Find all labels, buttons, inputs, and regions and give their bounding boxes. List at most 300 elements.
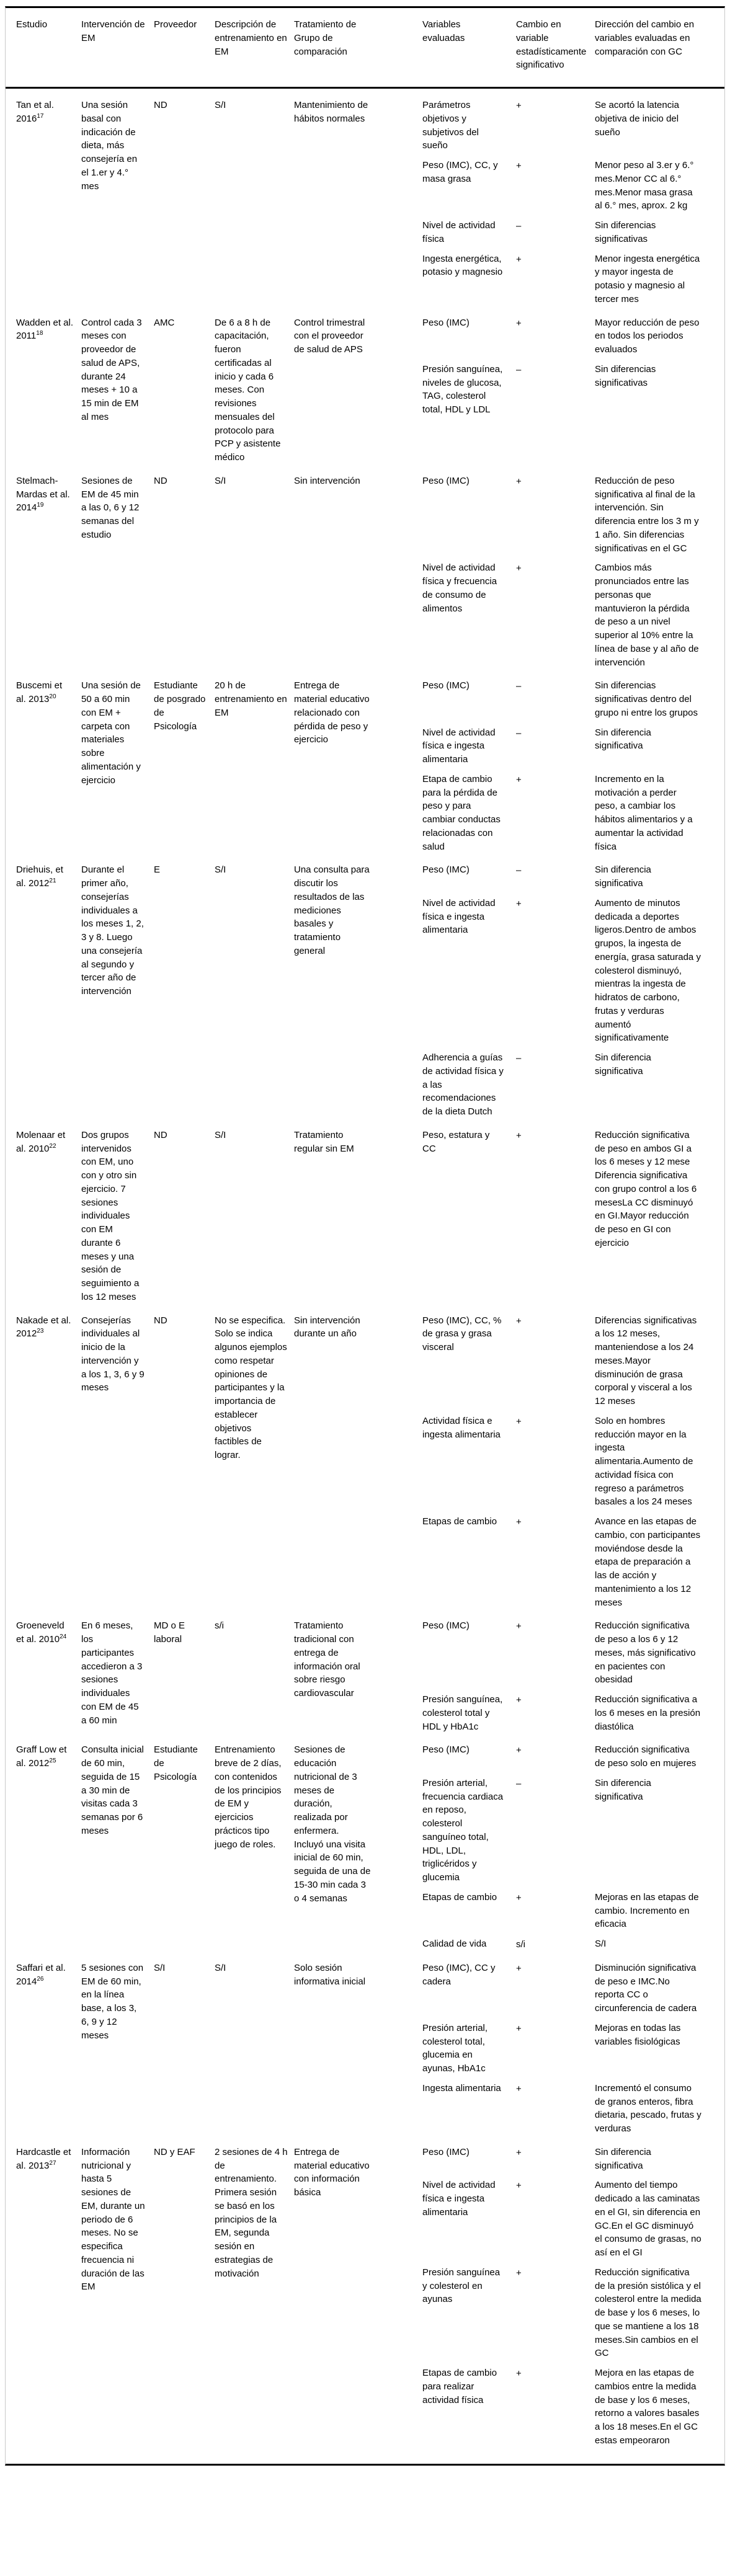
column-header-tratamiento [294,18,422,72]
variable-row [422,726,721,766]
training-text: S/I [215,100,226,110]
change-sign-cell [516,99,595,153]
direction-text: Disminución significativa de peso e IMC.No reporta CC o circunferencia de cadera [595,1962,697,2014]
variable-row [422,1891,721,1931]
variable-name: Etapa de cambio para la pérdida de peso y para cambiar conductas relacionadas con salud [422,773,501,852]
change-sign-cell [516,159,595,213]
variable-name: Peso (IMC) [422,1744,470,1756]
change-sign: + [516,1315,522,1326]
change-sign-cell [516,1314,595,1408]
change-sign: + [516,1621,522,1632]
variable-row [422,2266,721,2360]
change-sign: – [516,1053,522,1064]
variable-row [422,1515,721,1609]
variable-name: Peso (IMC) [422,680,470,691]
study-cell [16,1129,81,1304]
provider-text: ND [154,1129,167,1140]
study-row [6,863,724,1119]
comparison-text: Entrega de material educativo relacionado con pérdida de peso y ejercicio [294,680,370,745]
variable-row [422,1777,721,1885]
variable-row [422,474,721,556]
direction-cell [595,863,721,890]
provider-cell [154,474,215,670]
training-cell [215,1619,294,1733]
direction-text: Sin diferencias significativas [595,363,656,388]
change-sign: + [516,2180,522,2192]
study-ref: 18 [36,330,43,337]
change-sign: – [516,1778,522,1789]
variable-row [422,159,721,213]
study-ref: 27 [49,2159,56,2167]
direction-cell [595,1415,721,1509]
variable-name: Peso (IMC) [422,317,470,328]
change-sign-cell [516,1129,595,1250]
provider-text: AMC [154,317,175,328]
variable-name: Adherencia a guías de actividad física y a las recomendaciones de la dieta Dutch [422,1052,504,1117]
column-header-cambio [516,18,595,72]
direction-cell [595,2178,721,2260]
variable-row [422,561,721,669]
study-cell [16,2146,81,2448]
change-sign: + [516,254,522,265]
training-text: Entrenamiento breve de 2 días, con contenidos de los principios de EM y ejercicios prácticos tipo juego de roles. [215,1744,282,1850]
variable-cell [422,561,516,669]
variable-name: Nivel de actividad física e ingesta alimentaria [422,2180,496,2218]
provider-cell [154,863,215,1119]
direction-text: Sin diferencia significativa [595,727,651,752]
study-cell [16,1619,81,1733]
provider-cell [154,2146,215,2448]
study-row [6,2146,724,2448]
direction-cell [595,1937,721,1952]
change-sign-cell [516,1777,595,1885]
variable-row [422,1961,721,2015]
study-row [6,316,724,464]
variable-name: Parámetros objetivos y subjetivos del sueño [422,100,479,151]
change-sign-cell [516,1051,595,1119]
direction-text: Aumento de minutos dedicada a deportes ligeros.Dentro de ambos grupos, la ingesta de energía, grasa saturada y colesterol disminuyó, mientras la ingesta de hidratos de carbono, frutas y verduras aumentó significativamente [595,897,701,1044]
variable-name: Peso (IMC), CC y cadera [422,1962,496,1987]
change-sign-cell [516,1961,595,2015]
training-text: S/I [215,1962,226,1973]
column-header-label: Descripción de entrenamiento en EM [215,19,287,57]
direction-text: Mayor reducción de peso en todos los periodos evaluados [595,317,700,355]
variables-block [422,99,721,306]
variable-name: Peso (IMC) [422,2146,470,2157]
variable-row [422,2366,721,2448]
intervention-cell [81,474,154,670]
provider-text: Estudiante de posgrado de Psicología [154,680,206,732]
variable-row [422,252,721,306]
training-text: No se especifica. Solo se indica algunos ejemplos como respetar opiniones de participantes y la importancia de establecer objetivos factibles de lograr. [215,1315,287,1460]
variables-block [422,1743,721,1952]
intervention-text: Una sesión de 50 a 60 min con EM + carpeta con materiales sobre alimentación y ejercicio [81,680,141,786]
direction-cell [595,679,721,719]
study-row [6,474,724,670]
variable-cell [422,863,516,890]
change-sign-cell [516,219,595,246]
variable-row [422,99,721,153]
intervention-text: Consulta inicial de 60 min, seguida de 15 a 30 min de visitas cada 3 semanas por 6 meses [81,1744,144,1836]
variable-name: Nivel de actividad física e ingesta alimentaria [422,897,496,936]
study-cell [16,863,81,1119]
direction-cell [595,2266,721,2360]
direction-text: Aumento del tiempo dedicado a las caminatas en el GI, sin diferencia en GC.En el GC disminuyó el consumo de grasas, no así en el GI [595,2180,701,2258]
change-sign-cell [516,1937,595,1952]
direction-cell [595,1619,721,1687]
change-sign: + [516,476,522,487]
variable-row [422,2082,721,2136]
study-name: Groeneveld et al. 2010$^{24}$ [16,1620,67,1645]
study-row [6,1619,724,1733]
variable-row [422,1129,721,1250]
change-sign: + [516,1695,522,1705]
variable-cell [422,99,516,153]
variable-row [422,2146,721,2173]
study-cell [16,99,81,306]
variable-cell [422,773,516,854]
variable-row [422,773,721,854]
change-sign: + [516,1963,522,1974]
study-cell [16,316,81,464]
direction-text: Sin diferencia significativa [595,2146,651,2171]
intervention-cell [81,99,154,306]
direction-text: Sin diferencia significativa [595,1052,651,1077]
direction-cell [595,1515,721,1609]
study-name: Wadden et al. 2011$^{18}$ [16,317,73,342]
comparison-cell [294,2146,422,2448]
comparison-text: Una consulta para discutir los resultados de las mediciones basales y tratamiento general [294,864,370,956]
provider-text: ND [154,475,167,486]
intervention-cell [81,679,154,853]
variable-cell [422,2082,516,2136]
change-sign: s/i [516,1939,525,1950]
variable-name: Presión arterial, colesterol total, glucemia en ayunas, HbA1c [422,2022,488,2074]
direction-cell [595,897,721,1045]
training-cell [215,1314,294,1610]
study-ref: 20 [49,693,56,700]
study-name: Saffari et al. 2014$^{26}$ [16,1962,66,1987]
comparison-text: Sin intervención durante un año [294,1315,360,1339]
variables-block [422,2146,721,2448]
column-header-label: Intervención de EM [81,19,145,43]
variable-cell [422,2178,516,2260]
comparison-cell [294,99,422,306]
intervention-cell [81,1961,154,2136]
variable-cell [422,2266,516,2360]
variable-row [422,1051,721,1119]
variable-cell [422,1937,516,1952]
variable-name: Peso (IMC) [422,864,470,876]
direction-text: Diferencias significativas a los 12 meses, manteniendose a los 24 meses.Mayor disminución de grasa corporal y visceral a los 12 meses [595,1315,697,1406]
direction-cell [595,1129,721,1250]
change-sign-cell [516,1415,595,1509]
direction-cell [595,726,721,766]
comparison-cell [294,863,422,1119]
intervention-cell [81,1129,154,1304]
variables-block [422,679,721,853]
change-sign-cell [516,474,595,556]
direction-cell [595,363,721,417]
direction-cell [595,219,721,246]
variable-name: Peso (IMC), CC, y masa grasa [422,160,498,184]
study-cell [16,679,81,853]
comparison-text: Control trimestral con el proveedor de salud de APS [294,317,365,355]
intervention-cell [81,1743,154,1952]
direction-text: Reducción significativa de peso solo en mujeres [595,1744,697,1769]
change-sign-cell [516,1743,595,1770]
change-sign-cell [516,2082,595,2136]
variable-cell [422,363,516,417]
variable-row [422,679,721,719]
direction-cell [595,2082,721,2136]
variable-cell [422,1515,516,1609]
variable-row [422,219,721,246]
direction-text: Mejora en las etapas de cambios entre la medida de base y los 6 meses, retorno a valores basales a los 18 meses.En el GC estas empeoraron [595,2368,700,2446]
provider-text: S/I [154,1962,166,1973]
training-text: S/I [215,1129,226,1140]
study-row [6,679,724,853]
variables-block [422,863,721,1119]
column-header-intervencion [81,18,154,72]
training-cell [215,99,294,306]
provider-text: ND [154,1315,167,1326]
variable-row [422,1314,721,1408]
study-cell [16,474,81,670]
intervention-cell [81,316,154,464]
study-name: Tan et al. 2016$^{17}$ [16,100,54,124]
variable-row [422,2022,721,2076]
intervention-text: Durante el primer año, consejerías individuales a los meses 1, 2, 3 y 8. Luego una consejería al segundo y tercer año de intervención [81,864,144,997]
intervention-cell [81,863,154,1119]
direction-text: Avance en las etapas de cambio, con participantes moviéndose desde la etapa de preparación a las de acción y mantenimiento a los 12 meses [595,1516,701,1608]
study-cell [16,1314,81,1610]
direction-text: Incremento en la motivación a perder peso, a cambiar los hábitos alimentarios y a aumentar la actividad física [595,773,693,852]
study-row [6,1129,724,1304]
variable-name: Peso, estatura y CC [422,1129,490,1154]
variable-name: Nivel de actividad física [422,220,496,244]
intervention-text: Información nutricional y hasta 5 sesiones de EM, durante un periodo de 6 meses. No se especifica frecuencia ni duración de las EM [81,2146,145,2293]
study-row [6,1743,724,1952]
column-header-proveedor [154,18,215,72]
column-header-variables [422,18,516,72]
variable-name: Presión arterial, frecuencia cardiaca en reposo, colesterol sanguíneo total, HDL, LDL, triglicéridos y glucemia [422,1777,504,1883]
study-name: Graff Low et al. 2012$^{25}$ [16,1744,67,1769]
change-sign: – [516,364,522,375]
direction-text: Incrementó el consumo de granos enteros, fibra dietaria, pescado, frutas y verduras [595,2082,701,2134]
column-header-descripcion [215,18,294,72]
study-name: Buscemi et al. 2013$^{20}$ [16,680,63,704]
variable-cell [422,1415,516,1509]
change-sign: + [516,2023,522,2034]
direction-cell [595,474,721,556]
change-sign-cell [516,1693,595,1733]
direction-cell [595,2366,721,2448]
variable-row [422,1619,721,1687]
study-ref: 19 [37,502,44,509]
direction-text: Cambios más pronunciados entre las personas que mantuvieron la pérdida de peso a un nivel superior al 10% entre la línea de base y al año de intervención [595,562,699,668]
study-ref: 26 [37,1975,44,1983]
variable-row [422,1743,721,1770]
comparison-cell [294,1619,422,1733]
study-name: Molenaar et al. 2010$^{22}$ [16,1129,66,1154]
study-cell [16,1961,81,2136]
variable-cell [422,1743,516,1770]
column-header-label: Dirección del cambio en variables evaluadas en comparación con GC [595,19,695,57]
provider-text: ND [154,100,167,110]
change-sign: + [516,2368,522,2379]
training-text: De 6 a 8 h de capacitación, fueron certificadas al inicio y cada 6 meses. Con revisiones mensuales del protocolo para PCP y asistente médico [215,317,281,463]
variable-name: Presión sanguínea, colesterol total y HDL y HbA1c [422,1694,503,1732]
provider-cell [154,1961,215,2136]
direction-text: Menor peso al 3.er y 6.° mes.Menor CC al 6.° mes.Menor masa grasa al 6.° mes, aprox. 2 kg [595,160,694,211]
training-cell [215,316,294,464]
variable-name: Etapas de cambio para realizar actividad física [422,2368,497,2405]
change-sign: + [516,774,522,785]
variable-cell [422,897,516,1045]
variables-block [422,1129,721,1304]
training-text: S/I [215,864,226,876]
column-header-estudio [16,18,81,72]
change-sign-cell [516,252,595,306]
training-cell [215,474,294,670]
change-sign: + [516,898,522,909]
direction-text: Sin diferencia significativa [595,1777,651,1802]
change-sign-cell [516,2366,595,2448]
variable-cell [422,1314,516,1408]
change-sign-cell [516,2178,595,2260]
study-ref: 22 [49,1142,56,1150]
variable-name: Etapas de cambio [422,1516,497,1527]
provider-cell [154,1129,215,1304]
variable-cell [422,1129,516,1250]
direction-cell [595,252,721,306]
intervention-text: 5 sesiones con EM de 60 min, en la línea base, a los 3, 6, 9 y 12 meses [81,1962,144,2041]
direction-cell [595,1743,721,1770]
variable-cell [422,679,516,719]
variables-block [422,1619,721,1733]
change-sign-cell [516,2022,595,2076]
direction-text: S/I [595,1939,607,1949]
variable-cell [422,474,516,556]
training-cell [215,1743,294,1952]
study-ref: 24 [60,1633,67,1640]
change-sign-cell [516,1515,595,1609]
intervention-text: Consejerías individuales al inicio de la intervención y a los 1, 3, 6 y 9 meses [81,1315,145,1393]
variable-cell [422,1619,516,1687]
variable-name: Actividad física e ingesta alimentaria [422,1415,501,1440]
study-name: Driehuis, et al. 2012$^{21}$ [16,864,63,889]
variable-row [422,316,721,357]
provider-cell [154,99,215,306]
provider-cell [154,1743,215,1952]
comparison-text: Entrega de material educativo con información básica [294,2146,370,2198]
direction-text: Mejoras en las etapas de cambio. Incremento en eficacia [595,1891,699,1930]
variable-name: Nivel de actividad física y frecuencia de consumo de alimentos [422,562,497,614]
variables-block [422,316,721,464]
direction-cell [595,1961,721,2015]
column-header-label: Cambio en variable estadísticamente significativo [516,19,587,71]
change-sign: – [516,221,522,231]
comparison-text: Mantenimiento de hábitos normales [294,100,368,124]
change-sign-cell [516,1619,595,1687]
direction-cell [595,1693,721,1733]
direction-cell [595,1314,721,1408]
variable-cell [422,2022,516,2076]
variable-cell [422,316,516,357]
change-sign-cell [516,561,595,669]
intervention-text: Sesiones de EM de 45 min a las 0, 6 y 12 semanas del estudio [81,475,140,540]
training-cell [215,679,294,853]
change-sign: – [516,865,522,876]
direction-text: Sin diferencia significativa [595,864,651,889]
variable-name: Ingesta energética, potasio y magnesio [422,253,503,278]
study-ref: 17 [37,112,44,120]
variable-name: Peso (IMC), CC, % de grasa y grasa visceral [422,1315,502,1352]
study-row [6,1961,724,2136]
variable-row [422,897,721,1045]
change-sign: – [516,681,522,692]
change-sign: + [516,318,522,329]
direction-text: Reducción significativa a los 6 meses en la presión diastólica [595,1694,701,1732]
training-text: 20 h de entrenamiento en EM [215,680,287,718]
change-sign: + [516,1745,522,1756]
comparison-text: Solo sesión informativa inicial [294,1962,366,1987]
change-sign-cell [516,726,595,766]
change-sign-cell [516,773,595,854]
comparison-cell [294,1961,422,2136]
provider-cell [154,679,215,853]
direction-text: Mejoras en todas las variables fisiológicas [595,2022,681,2047]
change-sign: – [516,727,522,739]
direction-cell [595,2022,721,2076]
change-sign: + [516,2083,522,2094]
training-text: S/I [215,475,226,486]
change-sign-cell [516,2266,595,2360]
column-header-label: Estudio [16,19,48,30]
study-name: Hardcastle et al. 2013$^{27}$ [16,2146,71,2171]
direction-cell [595,2146,721,2173]
training-cell [215,2146,294,2448]
change-sign-cell [516,1891,595,1931]
comparison-cell [294,1743,422,1952]
provider-text: Estudiante de Psicología [154,1744,198,1782]
variable-name: Peso (IMC) [422,475,470,486]
direction-text: Reducción de peso significativa al final de la intervención. Sin diferencia entre los 3 m y 1 año. Sin diferencias significativas en el GC [595,475,699,554]
variable-cell [422,1777,516,1885]
variable-cell [422,2366,516,2448]
training-cell [215,1129,294,1304]
variable-cell [422,726,516,766]
variable-cell [422,1891,516,1931]
provider-cell [154,1619,215,1733]
study-ref: 21 [49,877,56,884]
variable-row [422,1693,721,1733]
variable-row [422,1415,721,1509]
variable-row [422,2178,721,2260]
direction-text: Reducción significativa de peso a los 6 y 12 meses, más significativo en pacientes con obesidad [595,1620,696,1686]
comparison-text: Tratamiento regular sin EM [294,1129,354,1154]
intervention-cell [81,1314,154,1610]
direction-text: Sin diferencias significativas dentro del grupo ni entre los grupos [595,680,698,718]
direction-text: Menor ingesta energética y mayor ingesta de potasio y magnesio al tercer mes [595,253,700,304]
study-name: Nakade et al. 2012$^{23}$ [16,1315,71,1339]
intervention-cell [81,2146,154,2448]
change-sign: + [516,161,522,171]
direction-text: Reducción significativa de la presión sistólica y el colesterol entre la medida de base y los 6 meses, lo que se mantiene a los 18 meses.Sin cambios en el GC [595,2267,701,2359]
intervention-text: En 6 meses, los participantes accedieron a 3 sesiones individuales con EM de 45 a 60 min [81,1620,143,1726]
direction-text: Solo en hombres reducción mayor en la ingesta alimentaria.Aumento de actividad física con regreso a parámetros basales a los 24 meses [595,1415,693,1508]
